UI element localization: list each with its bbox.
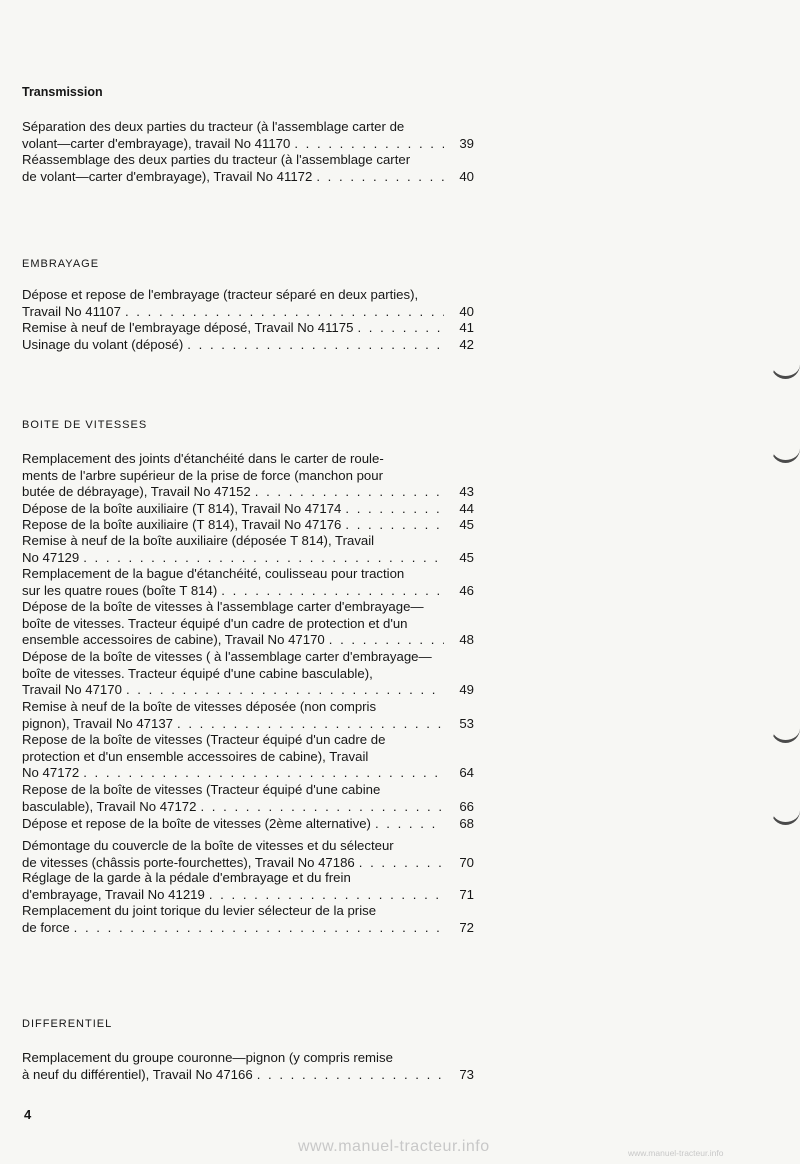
punch-hole-mark [771,808,800,825]
entry-text: butée de débrayage), Travail No 47152 [22,484,251,500]
entry-text: Remise à neuf de la boîte auxiliaire (déposée T 814), Travail [22,533,375,548]
entry-text: Repose de la boîte auxiliaire (T 814), Travail No 47176 [22,517,342,532]
page-ref: 64 [459,765,474,781]
page-ref: 43 [459,484,474,500]
page-ref: 40 [459,168,474,184]
page-ref: 45 [459,549,474,565]
footer-watermark: www.manuel-tracteur.info [298,1138,490,1155]
entry-text: Dépose de la boîte de vitesses ( à l'assemblage carter d'embrayage— [22,649,432,664]
entry-text: ensemble accessoires de cabine), Travail No 47170 [22,632,325,648]
entry-text: Travail No 41107 [22,303,121,319]
entry-text: pignon), Travail No 47137 [22,715,174,731]
entry-text: Usinage du volant (déposé) [22,337,184,352]
page-ref: 66 [459,798,474,814]
page-ref: 53 [459,715,474,731]
toc-entry [22,732,474,782]
entry-text: No 47172 [22,765,80,781]
entry-text: No 47129 [22,549,80,565]
toc-entry [22,699,474,732]
page-ref: 42 [459,337,474,352]
toc-entry [22,782,474,815]
toc-entry [22,320,474,337]
entry-text: Remplacement du joint torique du levier sélecteur de la prise [22,903,377,918]
toc-entry [22,287,474,320]
entry-text: ments de l'arbre supérieur de la prise de force (manchon pour [22,467,383,483]
entry-text: Dépose de la boîte auxiliaire (T 814), Travail No 47174 [22,501,342,516]
entry-text: de volant—carter d'embrayage), Travail No 41172 [22,168,313,184]
punch-hole-mark [771,362,800,379]
entry-text: Remise à neuf de l'embrayage déposé, Travail No 41175 [22,320,354,335]
toc-entry [22,533,474,566]
page-ref: 71 [459,886,474,902]
page-ref: 39 [459,135,474,151]
entry-text: Repose de la boîte de vitesses (Tracteur équipé d'une cabine [22,782,381,797]
toc-entry [22,566,474,599]
entry-text: Repose de la boîte de vitesses (Tracteur équipé d'un cadre de [22,732,386,747]
entry-text: Démontage du couvercle de la boîte de vitesses et du sélecteur [22,838,394,853]
page-ref: 70 [459,854,474,870]
entry-text: Remplacement de la bague d'étanchéité, coulisseau pour traction [22,566,405,581]
toc-entry [22,816,474,833]
toc-entry [22,517,474,534]
toc-entry [22,451,474,501]
entry-text: Réassemblage des deux parties du tracteur (à l'assemblage carter [22,152,411,167]
section-title: Transmission [22,85,103,99]
toc-entry [22,870,474,903]
entry-text: Réglage de la garde à la pédale d'embrayage et du frein [22,870,351,885]
entry-text: Remplacement des joints d'étanchéité dans le carter de roule- [22,451,384,466]
page-ref: 48 [459,632,474,648]
entry-text: basculable), Travail No 47172 [22,798,197,814]
toc-entry [22,649,474,699]
entry-text: boîte de vitesses. Tracteur équipé d'un cadre de protection et d'un [22,615,408,631]
toc-entry [22,838,474,871]
page-ref: 40 [459,303,474,319]
page-ref: 45 [459,517,474,532]
page-ref: 41 [459,320,474,335]
footer-watermark-small: www.manuel-tracteur.info [628,1148,724,1158]
entry-text: protection et d'un ensemble accessoires de cabine), Travail [22,748,369,764]
entry-text: Dépose et repose de l'embrayage (tracteur séparé en deux parties), [22,287,419,302]
entry-text: à neuf du différentiel), Travail No 47166 [22,1066,253,1082]
page-ref: 44 [459,501,474,516]
toc-entry [22,1050,474,1083]
entry-text: volant—carter d'embrayage), travail No 41170 [22,135,291,151]
page-ref: 72 [459,919,474,935]
section-title: BOITE DE VITESSES [22,419,148,431]
entry-text: Travail No 47170 [22,682,122,698]
toc-entry [22,599,474,649]
page-number: 4 [24,1107,32,1122]
punch-hole-mark [771,446,800,463]
toc-entry [22,903,474,936]
page-ref: 46 [459,582,474,598]
section-title: EMBRAYAGE [22,258,100,270]
entry-text: de vitesses (châssis porte-fourchettes), Travail No 47186 [22,854,355,870]
entry-text: d'embrayage, Travail No 41219 [22,886,205,902]
entry-text: Séparation des deux parties du tracteur (à l'assemblage carter de [22,119,405,134]
toc-entry [22,501,474,518]
entry-text: sur les quatre roues (boîte T 814) [22,582,218,598]
entry-text: Dépose de la boîte de vitesses à l'assemblage carter d'embrayage— [22,599,424,614]
section-title: DIFFERENTIEL [22,1018,113,1030]
toc-entry [22,337,474,354]
page-ref: 68 [459,816,474,831]
entry-text: de force [22,919,70,935]
entry-text: boîte de vitesses. Tracteur équipé d'une cabine basculable), [22,665,373,681]
entry-text: Remise à neuf de la boîte de vitesses déposée (non compris [22,699,377,714]
entry-text: Remplacement du groupe couronne—pignon (y compris remise [22,1050,393,1065]
page-ref: 73 [459,1066,474,1082]
punch-hole-mark [771,726,800,743]
page-ref: 49 [459,682,474,698]
toc-entry [22,152,474,185]
toc-entry [22,119,474,152]
entry-text: Dépose et repose de la boîte de vitesses (2ème alternative) [22,816,371,831]
